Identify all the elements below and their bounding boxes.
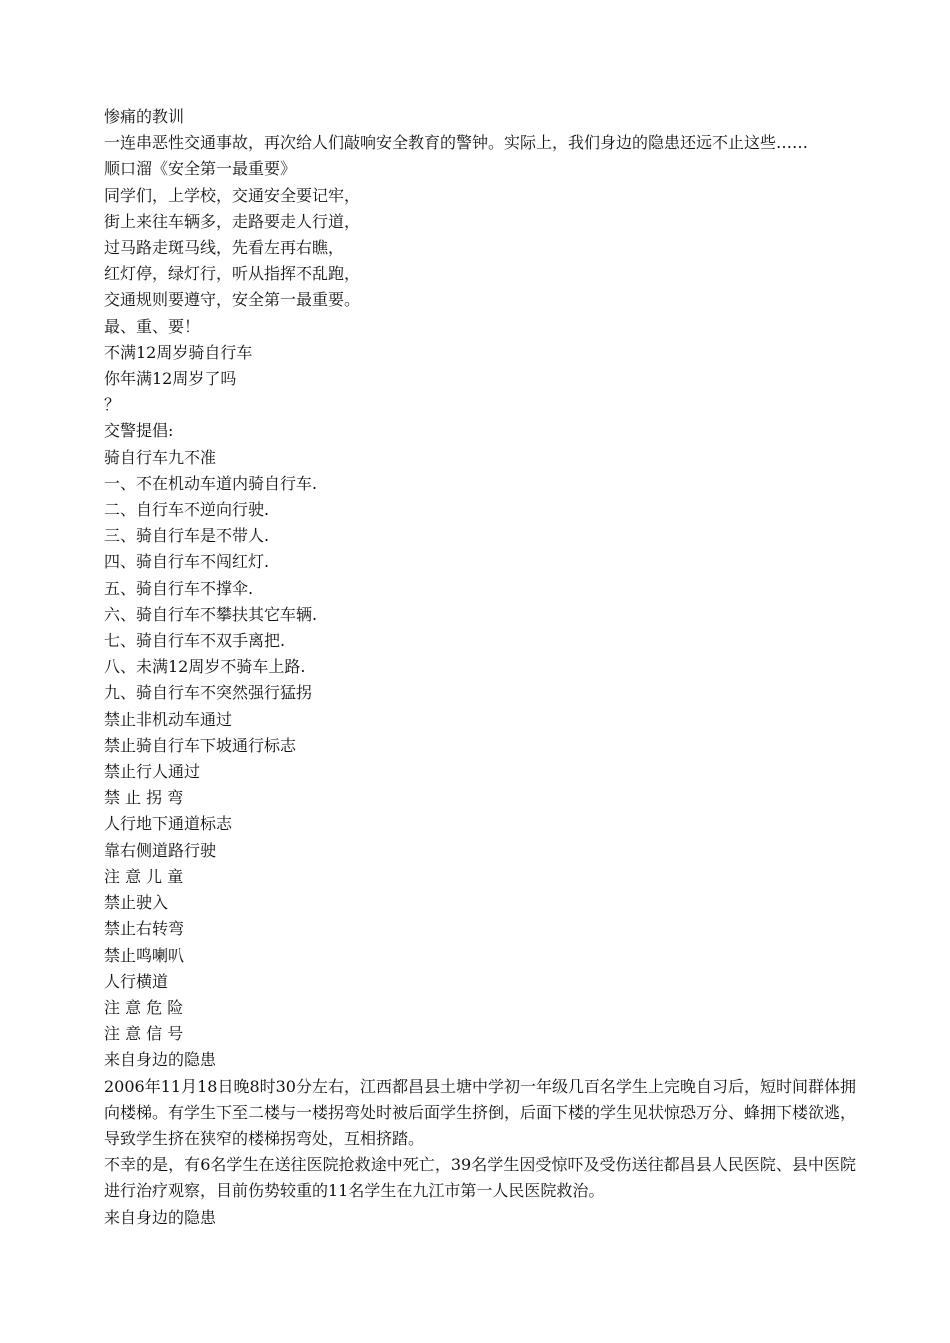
incident-paragraph: 2006年11月18日晚8时30分左右，江西都昌县土塘中学初一年级几百名学生上完晚自习后，短时间群体拥向楼梯。有学生下至二楼与一楼拐弯处时被后面学生挤倒，后面下楼的学生见状惊恐万分、蜂拥下楼欲逃，导致学生挤在狭窄的楼梯拐弯处，互相挤踏。 <box>104 1076 857 1148</box>
poem-line: 同学们，上学校，交通安全要记牢， <box>104 185 361 205</box>
police-advice-label: 交警提倡: <box>104 421 174 441</box>
rule-item: 八、未满12周岁不骑车上路. <box>104 657 306 677</box>
sign-caption: 禁止非机动车通过 <box>104 709 233 729</box>
rule-item: 二、自行车不逆向行驶. <box>104 500 270 520</box>
poem-line: 红灯停，绿灯行，听从指挥不乱跑， <box>104 264 361 284</box>
rule-item: 四、骑自行车不闯红灯. <box>104 552 270 572</box>
sign-caption: 人行横道 <box>104 971 169 991</box>
rule-item: 三、骑自行车是不带人. <box>104 526 270 546</box>
sign-caption: 禁止右转弯 <box>104 919 185 939</box>
rules-title: 骑自行车九不准 <box>104 447 217 467</box>
intro-text: 一连串恶性交通事故，再次给人们敲响安全教育的警钟。实际上，我们身边的隐患还远不止这些…… <box>104 133 809 153</box>
rule-item: 五、骑自行车不撑伞. <box>104 578 254 598</box>
poem-line: 街上来往车辆多，走路要走人行道， <box>104 211 361 231</box>
age-heading: 不满12周岁骑自行车 <box>104 342 253 362</box>
poem-line: 交通规则要遵守，安全第一最重要。 <box>104 290 361 310</box>
hazard-heading: 来自身边的隐患 <box>104 1050 217 1070</box>
sign-caption: 注 意 危 险 <box>104 997 184 1017</box>
casualty-paragraph: 不幸的是，有6名学生在送往医院抢救途中死亡，39名学生因受惊吓及受伤送往都昌县人民医院、县中医院进行治疗观察，目前伤势较重的11名学生在九江市第一人民医院救治。 <box>104 1155 856 1201</box>
document-page <box>104 104 856 1231</box>
sign-caption: 注 意 信 号 <box>104 1024 184 1044</box>
age-question: 你年满12周岁了吗 <box>104 369 237 389</box>
emphasis-text: 最、重、要！ <box>104 316 201 336</box>
sign-caption: 靠右侧道路行驶 <box>104 840 217 860</box>
sign-caption: 注 意 儿 童 <box>104 866 184 886</box>
poem-line: 过马路走斑马线，先看左再右瞧， <box>104 238 345 258</box>
sign-caption: 禁止鸣喇叭 <box>104 945 185 965</box>
hazard-heading: 来自身边的隐患 <box>104 1207 217 1227</box>
document-title: 惨痛的教训 <box>104 107 185 126</box>
sign-caption: 禁止骑自行车下坡通行标志 <box>104 735 297 755</box>
sign-caption: 禁止驶入 <box>104 893 169 913</box>
sign-caption: 禁 止 拐 弯 <box>104 788 184 808</box>
poem-title: 顺口溜《安全第一最重要》 <box>104 159 297 179</box>
question-mark: ？ <box>104 395 121 415</box>
rule-item: 一、不在机动车道内骑自行车. <box>104 473 318 493</box>
rule-item: 六、骑自行车不攀扶其它车辆. <box>104 604 318 624</box>
rule-item: 七、骑自行车不双手离把. <box>104 631 286 651</box>
rule-item: 九、骑自行车不突然强行猛拐 <box>104 683 313 703</box>
sign-caption: 人行地下通道标志 <box>104 814 233 834</box>
sign-caption: 禁止行人通过 <box>104 762 201 782</box>
